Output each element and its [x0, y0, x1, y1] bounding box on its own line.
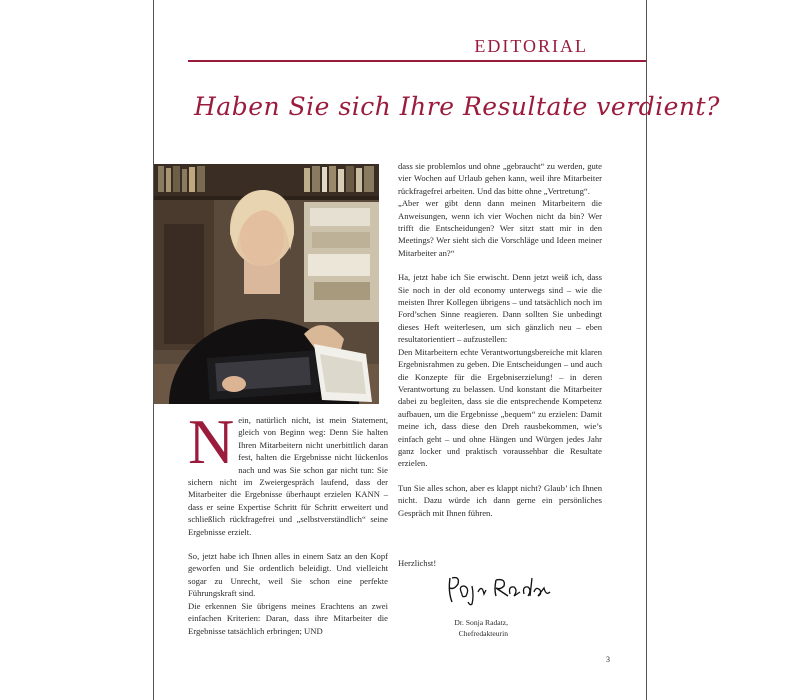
left-paragraph-3: Die erkennen Sie übrigens meines Erachtens an zwei einfachen Kriterien: Daran, dass ihre Mitarbeiter die Ergebnisse tatsächlich erbringen; UND: [188, 600, 388, 636]
right-paragraph-1b: „Aber wer gibt denn dann meinen Mitarbeitern die Anweisungen, wenn ich vier Wochen nicht da bin? Wer trifft die Entscheidungen? Wer sitzt statt mir in den Meetings? Wer sieht sich die Vorschläge und Ideen meiner Mitarbeiter an?“: [398, 198, 602, 258]
magazine-page: [153, 0, 720, 700]
signature-block: [398, 617, 508, 639]
dropcap: N: [188, 406, 235, 477]
right-paragraph-3: Tun Sie alles schon, aber es klappt nicht? Glaub’ ich Ihnen nicht. Dazu würde ich dann gerne ein persönliches Gespräch mit Ihnen führen.: [398, 482, 602, 518]
author-name: Dr. Sonja Radatz,: [454, 618, 508, 627]
lead-text: ein, natürlich nicht, ist mein Statement, gleich von Beginn weg: Denn Sie halten Ihren Mitarbeitern nicht unerbittlich daran fest, halten die Ergebnisse nicht lückenlos nach und was Sie schon gar nicht tun: Sie sichern nicht im Zweiergespräch laufend, dass der Mitarbeiter die Ergebnisse überhaupt erzielen KANN – dass er seine Expertise Schritt für Schritt erweitert und schließlich rückfragefrei und „selbstverständlich“ seine Ergebnisse erzielt.: [188, 415, 388, 537]
signature-image: [444, 572, 554, 606]
header-rule: [188, 60, 646, 62]
right-paragraph-1: dass sie problemlos und ohne „gebraucht“ zu werden, gute vier Wochen auf Urlaub gehen kann, weil ihre Mitarbeiter rückfragefrei arbeiten. Und das bitte ohne „Vertretung“.: [398, 161, 602, 196]
left-paragraph-2: So, jetzt habe ich Ihnen alles in einem Satz an den Kopf geworfen und Sie ordentlich beleidigt. Und vielleicht sogar zu Unrecht, weil Sie schon eine perfekte Führungskraft sind.: [188, 551, 388, 599]
right-column: [398, 160, 602, 519]
section-label: EDITORIAL: [474, 36, 588, 56]
left-column: [188, 406, 388, 637]
author-photo: [154, 164, 379, 404]
right-paragraph-2b: Den Mitarbeitern echte Verantwortungsbereiche mit klaren Ergebnisrahmen zu geben. Die Entscheidungen – und auch die Konzepte für die Ergebniserzielung! – in deren Verantwortung zu belassen. Und konstant die Mitarbeiter dabei zu begleiten, dass sie die entsprechende Kompetenz aufbauen, um die Ergebnisse „bequem“ zu erzielen: Damit meine ich, dass diese den Dreh rausbekommen, wie’s einfach geht – und ohne Hängen und Würgen jedes Jahr ganz locker und praktisch voraussehbar die Resultate erzielen.: [398, 346, 602, 469]
right-paragraph-2: Ha, jetzt habe ich Sie erwischt. Denn jetzt weiß ich, dass Sie noch in der old economy unterwegs sind – wie die meisten Ihrer Kollegen übrigens – und tatsächlich noch im Ford’schen Sinne reagieren. Dann sollten Sie unbedingt dieses Heft weiterlesen, um sich gänzlich neu – eben resultatorientiert – aufzustellen:: [398, 272, 602, 345]
headline: Haben Sie sich Ihre Resultate verdient?: [194, 92, 720, 121]
author-role: Chefredakteurin: [458, 629, 508, 638]
author-photo-illustration: [154, 164, 379, 404]
page-number: 3: [606, 655, 610, 664]
lead-paragraph: [188, 406, 388, 538]
closing-greeting: Herzlichst!: [398, 558, 437, 568]
